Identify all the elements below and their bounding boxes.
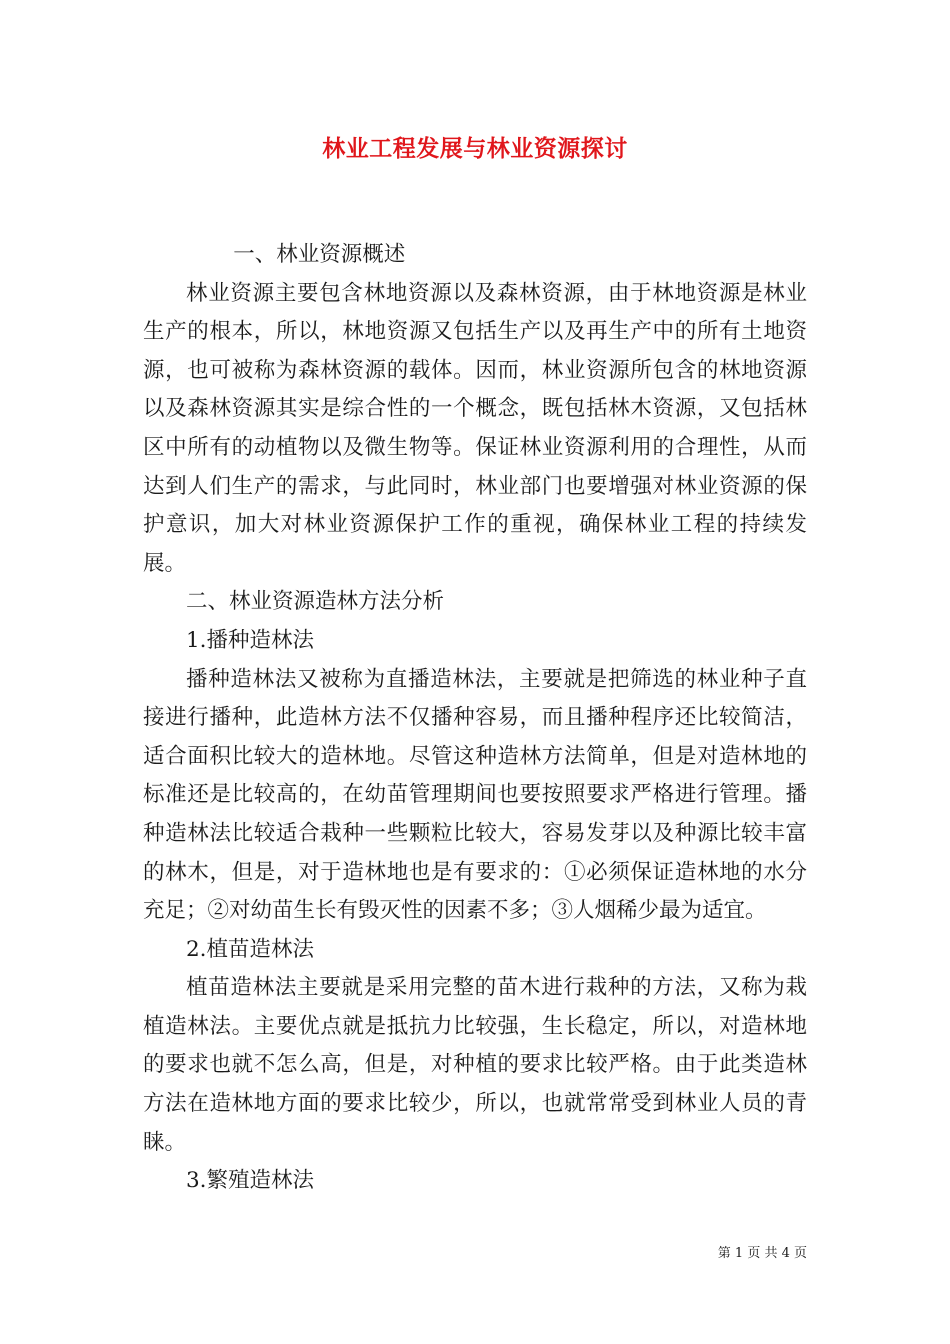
subheading-1: 1.播种造林法 — [186, 627, 315, 653]
page-number: 第 1 页 共 4 页 — [717, 1246, 807, 1261]
paragraph-1: 林业资源主要包含林地资源以及森林资源，由于林地资源是林业生产的根本，所以，林地资源又包括生产以及再生产中的所有土地资源，也可被称为森林资源的载体。因而，林业资源所包含的林地资源以及森林资源其实是综合性的一个概念，既包括林木资源，又包括林区中所有的动植物以及微生物等。保证林业资源利用的合理性，从而达到人们生产的需求，与此同时，林业部门也要增强对林业资源的保护意识，加大对林业资源保护工作的重视，确保林业工程的持续发展。 — [143, 280, 807, 576]
section-heading-2: 二、林业资源造林方法分析 — [186, 589, 445, 615]
document-body — [143, 236, 807, 1201]
subheading-3: 3.繁殖造林法 — [186, 1168, 315, 1194]
paragraph-2: 播种造林法又被称为直播造林法，主要就是把筛选的林业种子直接进行播种，此造林方法不仅播种容易，而且播种程序还比较简洁，适合面积比较大的造林地。尽管这种造林方法简单，但是对造林地的标准还是比较高的，在幼苗管理期间也要按照要求严格进行管理。播种造林法比较适合栽种一些颗粒比较大，容易发芽以及种源比较丰富的林木，但是，对于造林地也是有要求的：①必须保证造林地的水分充足；②对幼苗生长有毁灭性的因素不多；③人烟稀少最为适宜。 — [143, 666, 807, 924]
document-title: 林业工程发展与林业资源探讨 — [322, 135, 628, 162]
subheading-2: 2.植苗造林法 — [186, 936, 315, 962]
paragraph-3: 植苗造林法主要就是采用完整的苗木进行栽种的方法，又称为栽植造林法。主要优点就是抵抗力比较强，生长稳定，所以，对造林地的要求也就不怎么高，但是，对种植的要求比较严格。由于此类造林方法在造林地方面的要求比较少，所以，也就常常受到林业人员的青睐。 — [143, 975, 807, 1155]
section-heading-1: 一、林业资源概述 — [233, 242, 406, 267]
